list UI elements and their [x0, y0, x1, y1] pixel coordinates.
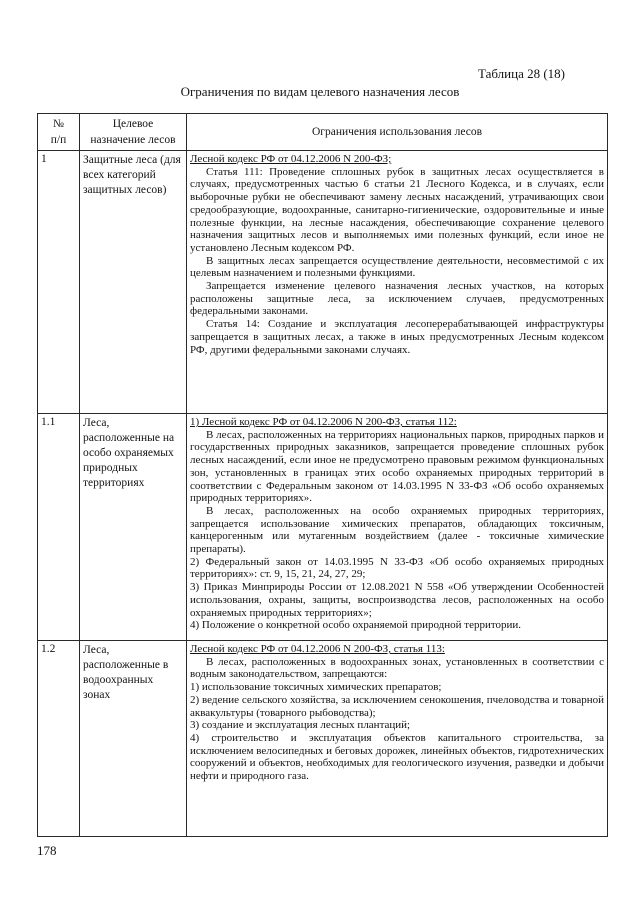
restriction-paragraph: 2) Федеральный закон от 14.03.1995 N 33-ФЗ «Об особо охраняемых природных территориях»: ст. 9, 15, 21, 24, 27, 29;: [190, 555, 604, 581]
table-caption: Таблица 28 (18): [477, 66, 565, 81]
header-restrictions: Ограничения использования лесов: [187, 114, 608, 151]
restriction-paragraph: Запрещается изменение целевого назначения лесных участков, на которых расположены защитные леса, за исключением случаев, предусмотренных федеральными законами.: [190, 280, 604, 318]
restriction-paragraph: 2) ведение сельского хозяйства, за исключением сенокошения, пчеловодства и товарной аквакультуры (товарного рыбоводства);: [190, 693, 604, 719]
page-number: 178: [37, 843, 57, 858]
restriction-paragraph: 1) использование токсичных химических препаратов;: [190, 681, 442, 694]
restriction-paragraph: 1) Лесной кодекс РФ от 04.12.2006 N 200-ФЗ, статья 112:: [190, 416, 457, 428]
restriction-paragraph: 4) Положение о конкретной особо охраняемой природной территории.: [190, 619, 522, 632]
restriction-paragraph: В лесах, расположенных на территориях национальных парков, природных парков и государственных природных заказников, запрещается проведение сплошных рубок лесных насаждений, если иное не предусмотрено правовым режимом функциональных зон, установленных в границах этих особо охраняемых природных территорий в соответствии с Федеральным законом от 14.03.1995 N 33-ФЗ «Об особо охраняемых природных территориях».: [190, 428, 604, 505]
table-title: Ограничения по видам целевого назначения лесов: [180, 84, 460, 99]
row-restrictions: [187, 414, 608, 641]
restriction-paragraph: Лесной кодекс РФ от 04.12.2006 N 200-ФЗ;: [190, 153, 392, 165]
restriction-paragraph: Лесной кодекс РФ от 04.12.2006 N 200-ФЗ, статья 113:: [190, 643, 445, 655]
table-body: [38, 151, 608, 837]
row-purpose: Защитные леса (для всех категорий защитных лесов): [80, 151, 187, 414]
restriction-paragraph: Статья 111: Проведение сплошных рубок в защитных лесах осуществляется в случаях, предусмотренных частью 6 статьи 21 Лесного Кодекса, и в случаях, если выборочные рубки не обеспечивают замену лесных насаждений, утрачивающих свои средообразующие, водоохранные, санитарно-гигиенические, оздоровительные и иные полезные функции, на лесные насаждения, обеспечивающие сохранение целевого назначения защитных лесов и выполняемых ими полезных функций, если иное не установлено Лесным кодексом РФ.: [190, 165, 604, 254]
row-number: 1: [38, 151, 80, 414]
restriction-paragraph: В лесах, расположенных в водоохранных зонах, установленных в соответствии с водным законодательством, запрещаются:: [190, 655, 604, 681]
header-num: № п/п: [38, 114, 80, 151]
restriction-paragraph: 3) создание и эксплуатация лесных плантаций;: [190, 719, 411, 732]
table-row: [38, 641, 608, 837]
table-row: [38, 151, 608, 414]
table-header-row: [38, 114, 608, 151]
restriction-paragraph: В защитных лесах запрещается осуществление деятельности, несовместимой с их целевым назначением и полезными функциями.: [190, 254, 604, 280]
restriction-paragraph: В лесах, расположенных на особо охраняемых природных территориях, запрещается использование химических препаратов, обладающих токсичным, канцерогенным или мутагенным воздействием (далее - токсичные химические препараты).: [190, 504, 604, 556]
row-restrictions: [187, 151, 608, 414]
restriction-paragraph: 4) строительство и эксплуатация объектов капитального строительства, за исключением велосипедных и беговых дорожек, линейных объектов, гидротехнических сооружений и объектов, необходимых для геологического изучения, разведки и добычи нефти и природного газа.: [190, 731, 604, 783]
header-purpose: Целевое назначение лесов: [80, 114, 187, 151]
restriction-paragraph: 3) Приказ Минприроды России от 12.08.2021 N 558 «Об утверждении Особенностей использования, охраны, защиты, воспроизводства лесов, расположенных на особо охраняемых природных территориях»;: [190, 581, 604, 619]
restrictions-table: [37, 113, 608, 837]
row-number: 1.2: [38, 641, 80, 837]
row-purpose: Леса, расположенные в водоохранных зонах: [80, 641, 187, 837]
row-purpose: Леса, расположенные на особо охраняемых природных территориях: [80, 414, 187, 641]
restriction-paragraph: Статья 14: Создание и эксплуатация лесоперерабатывающей инфраструктуры запрещается в защитных лесах, а также в иных предусмотренных Лесным кодексом РФ, другими федеральными законами случаях.: [190, 318, 604, 356]
table-row: [38, 414, 608, 641]
row-restrictions: [187, 641, 608, 837]
row-number: 1.1: [38, 414, 80, 641]
